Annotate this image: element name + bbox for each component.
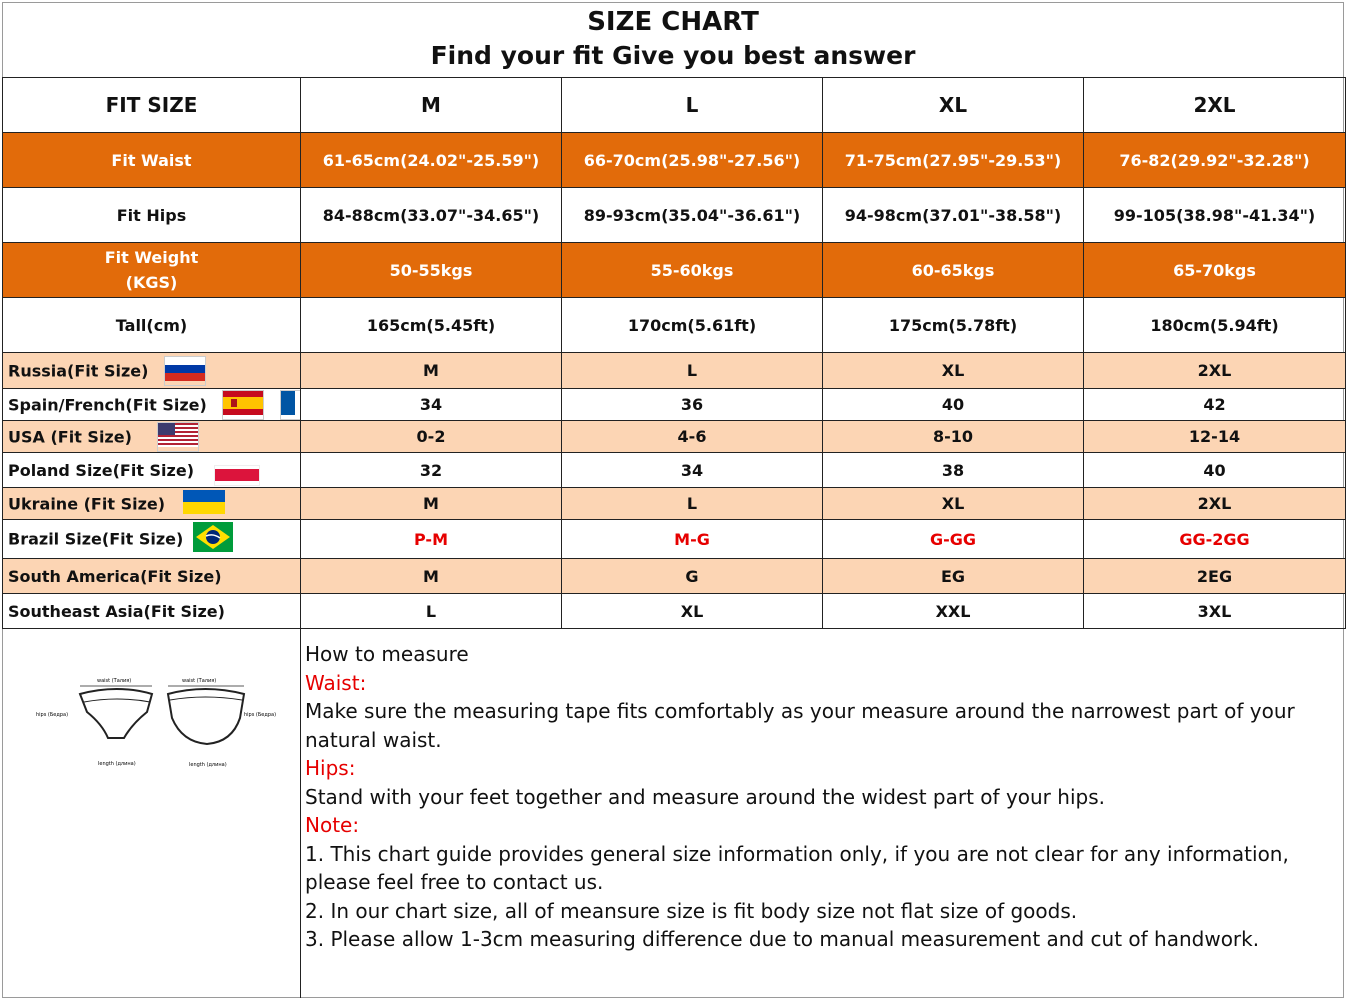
row-label (3, 453, 301, 488)
row-label (3, 488, 301, 520)
cell: 55-60kgs (562, 243, 823, 298)
cell: M (301, 353, 562, 389)
cell: 2XL (1084, 353, 1346, 389)
row-label (3, 389, 301, 421)
page-subtitle: Find your fit Give you best answer (430, 41, 916, 70)
row-label (3, 353, 301, 389)
note-title: Note: (305, 813, 360, 837)
cell: 61-65cm(24.02"-25.59") (301, 133, 562, 188)
size-header-2xl: 2XL (1084, 78, 1346, 133)
ukraine-flag-icon (183, 490, 225, 518)
page-title: SIZE CHART (587, 7, 759, 37)
cell: M-G (562, 520, 823, 559)
note-item: 3. Please allow 1-3cm measuring difference due to manual measurement and cut of handwork. (305, 927, 1260, 951)
note-item: 1. This chart guide provides general size information only, if you are not clear for any information, please feel free to contact us. (305, 841, 1289, 894)
row-label-line2: (KGS) (125, 273, 178, 292)
cell: XL (823, 353, 1084, 389)
cell: 12-14 (1084, 421, 1346, 453)
cell: EG (823, 559, 1084, 594)
cell: 76-82(29.92"-32.28") (1084, 133, 1346, 188)
poland-row (3, 453, 1346, 488)
cell: 94-98cm(37.01"-38.58") (823, 188, 1084, 243)
underwear-diagram (32, 672, 282, 772)
cell: 34 (562, 453, 823, 488)
cell: 40 (823, 389, 1084, 421)
row-label: South America(Fit Size) (3, 559, 301, 594)
cell: GG-2GG (1084, 520, 1346, 559)
cell: 36 (562, 389, 823, 421)
row-label: Fit Waist (3, 133, 301, 188)
cell: L (301, 594, 562, 629)
hips-label-left: hips (Бедра) (36, 712, 69, 718)
france-flag-icon (280, 390, 301, 420)
row-label: Fit Hips (3, 188, 301, 243)
cell: 34 (301, 389, 562, 421)
note-item: 2. In our chart size, all of meansure size is fit body size not flat size of goods. (305, 898, 1078, 923)
cell: XL (562, 594, 823, 629)
title-block (3, 3, 1343, 77)
cell: XXL (823, 594, 1084, 629)
cell: 2XL (1084, 488, 1346, 520)
cell: 32 (301, 453, 562, 488)
row-label-text: Poland Size(Fit Size) (8, 460, 195, 480)
measure-guide-section (2, 624, 1345, 998)
row-label (3, 243, 301, 298)
usa-flag-icon (157, 422, 199, 452)
brazil-row (3, 520, 1346, 559)
cell: 99-105(38.98"-41.34") (1084, 188, 1346, 243)
cell: 65-70kgs (1084, 243, 1346, 298)
cell: 175cm(5.78ft) (823, 298, 1084, 353)
cell: 84-88cm(33.07"-34.65") (301, 188, 562, 243)
cell: 71-75cm(27.95"-29.53") (823, 133, 1084, 188)
length-label-left: length (длина) (98, 761, 136, 767)
cell: 170cm(5.61ft) (562, 298, 823, 353)
size-header-xl: XL (823, 78, 1084, 133)
cell: 50-55kgs (301, 243, 562, 298)
cell: 89-93cm(35.04"-36.61") (562, 188, 823, 243)
ukraine-row (3, 488, 1346, 520)
waist-label-right: waist (Талия) (182, 678, 217, 684)
fit-hips-row (3, 188, 1346, 243)
row-label (3, 520, 301, 559)
hips-text: Stand with your feet together and measure around the widest part of your hips. (305, 784, 1105, 809)
size-header-l: L (562, 78, 823, 133)
south-america-row (3, 559, 1346, 594)
brazil-flag-icon (193, 522, 233, 556)
russia-row (3, 353, 1346, 389)
cell: M (301, 559, 562, 594)
fit-size-header: FIT SIZE (3, 78, 301, 133)
cell: L (562, 488, 823, 520)
cell: 38 (823, 453, 1084, 488)
row-label-text: Spain/French(Fit Size) (8, 395, 207, 414)
howto-heading: How to measure (305, 642, 469, 666)
cell: 0-2 (301, 421, 562, 453)
hips-label-right: hips (Бедра) (244, 712, 277, 718)
cell: XL (823, 488, 1084, 520)
tall-row (3, 298, 1346, 353)
row-label-text: Russia(Fit Size) (8, 361, 149, 380)
spain-france-row (3, 389, 1346, 421)
cell: G (562, 559, 823, 594)
row-label (3, 421, 301, 453)
how-to-measure-text (305, 640, 1341, 954)
usa-row (3, 421, 1346, 453)
row-label-text: USA (Fit Size) (8, 427, 132, 446)
cell: 40 (1084, 453, 1346, 488)
fit-weight-row (3, 243, 1346, 298)
size-header-m: M (301, 78, 562, 133)
size-chart-table (2, 77, 1346, 629)
row-label: Southeast Asia(Fit Size) (3, 594, 301, 629)
diagram-pane (2, 624, 301, 998)
cell: 66-70cm(25.98"-27.56") (562, 133, 823, 188)
cell: 42 (1084, 389, 1346, 421)
row-label-text: Brazil Size(Fit Size) (8, 529, 184, 549)
cell: 180cm(5.94ft) (1084, 298, 1346, 353)
hips-title: Hips: (305, 756, 356, 780)
cell: L (562, 353, 823, 389)
header-row (3, 78, 1346, 133)
cell: 8-10 (823, 421, 1084, 453)
cell: P-M (301, 520, 562, 559)
length-label-right: length (длина) (189, 762, 227, 768)
row-label-text: Ukraine (Fit Size) (8, 494, 166, 513)
cell: 4-6 (562, 421, 823, 453)
cell: 60-65kgs (823, 243, 1084, 298)
waist-label-left: waist (Талия) (97, 678, 132, 684)
cell: 2EG (1084, 559, 1346, 594)
row-label: Tall(cm) (3, 298, 301, 353)
russia-flag-icon (164, 356, 206, 386)
cell: 165cm(5.45ft) (301, 298, 562, 353)
row-label-line1: Fit Weight (104, 248, 199, 267)
spain-flag-icon (222, 390, 264, 420)
cell: G-GG (823, 520, 1084, 559)
poland-flag-icon (214, 465, 260, 486)
waist-title: Waist: (305, 670, 367, 695)
waist-text: Make sure the measuring tape fits comfortably as your measure around the narrowest part of your natural waist. (305, 699, 1295, 752)
cell: M (301, 488, 562, 520)
cell: 3XL (1084, 594, 1346, 629)
fit-waist-row (3, 133, 1346, 188)
